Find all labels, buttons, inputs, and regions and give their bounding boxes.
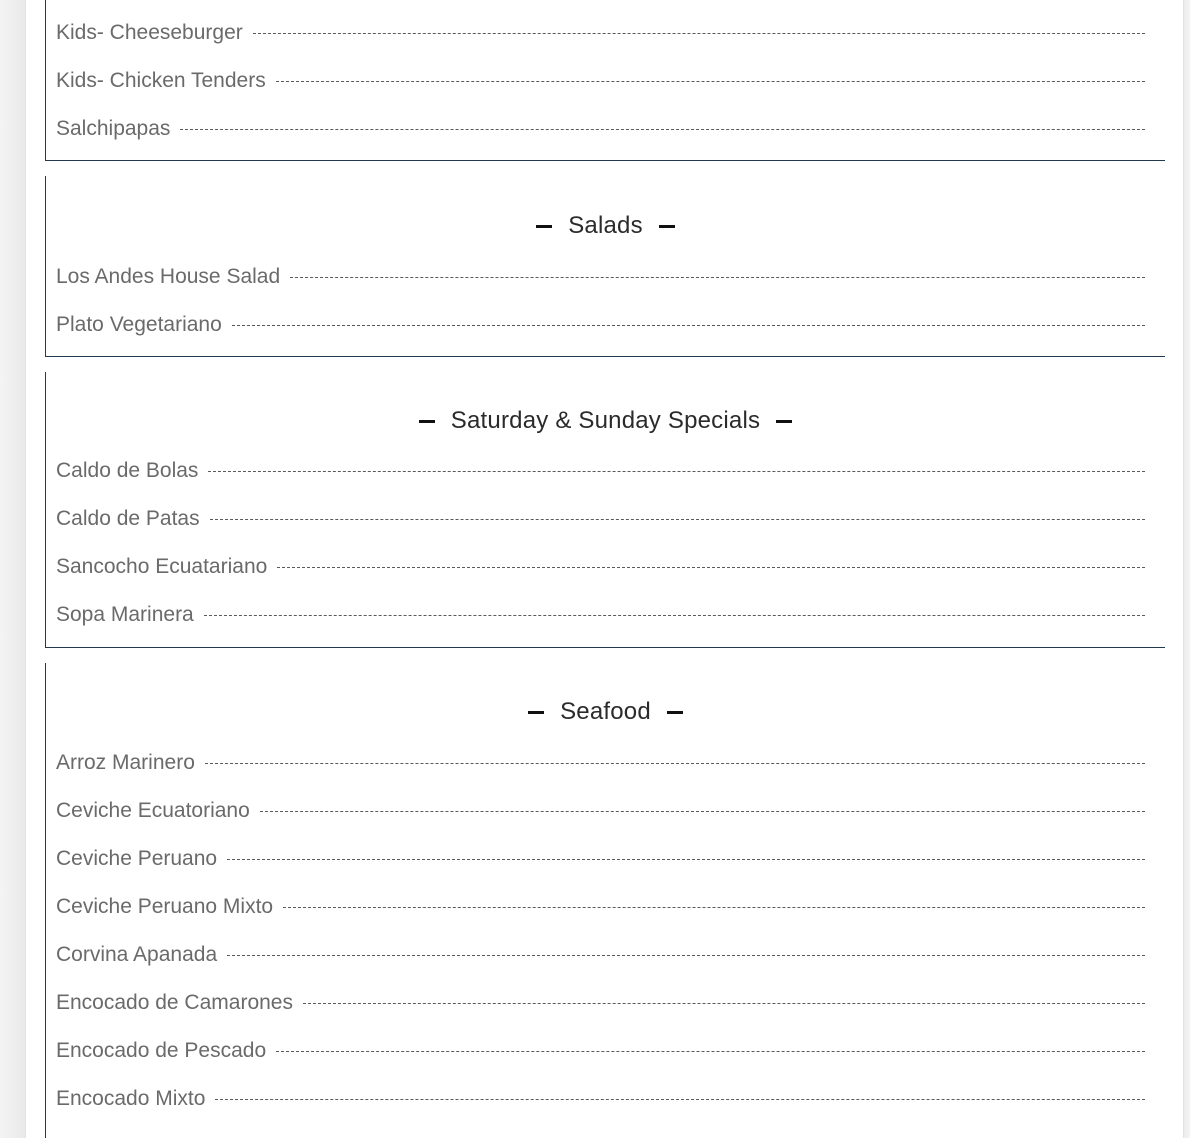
menu-item-name: Ceviche Peruano xyxy=(56,847,218,870)
dotted-leader xyxy=(227,955,1145,956)
section-title: Seafood xyxy=(560,698,651,725)
menu-item[interactable] xyxy=(56,114,1145,144)
dotted-leader xyxy=(303,1003,1145,1004)
menu-item-name: Kids- Cheeseburger xyxy=(56,21,243,44)
section-heading xyxy=(46,407,1165,435)
dotted-leader xyxy=(205,763,1145,764)
dotted-leader xyxy=(276,81,1145,82)
menu-item[interactable] xyxy=(56,310,1145,340)
menu-item[interactable] xyxy=(56,262,1145,292)
menu-item-name: Sancocho Ecuatariano xyxy=(56,555,268,578)
dotted-leader xyxy=(227,859,1145,860)
page-edge-left xyxy=(0,0,26,1138)
section-heading xyxy=(46,212,1165,240)
menu-item-name: Corvina Apanada xyxy=(56,943,218,966)
menu-item-name: Encocado de Camarones xyxy=(56,991,293,1014)
menu-item-name: Los Andes House Salad xyxy=(56,265,281,288)
menu-item[interactable] xyxy=(56,1036,1145,1066)
menu-item-name: Encocado de Pescado xyxy=(56,1039,267,1062)
menu-item[interactable] xyxy=(56,456,1145,486)
menu-section-weekend-specials xyxy=(45,372,1165,648)
dotted-leader xyxy=(215,1099,1145,1100)
menu-item-name: Sopa Marinera xyxy=(56,603,194,626)
dash-icon xyxy=(776,420,792,423)
dotted-leader xyxy=(283,907,1145,908)
dotted-leader xyxy=(253,33,1145,34)
dash-icon xyxy=(528,711,544,714)
section-title: Salads xyxy=(568,212,643,239)
menu-item-name: Encocado Mixto xyxy=(56,1087,206,1110)
menu-item-name: Kids- Chicken Tenders xyxy=(56,69,266,92)
dotted-leader xyxy=(232,325,1145,326)
dotted-leader xyxy=(180,129,1145,130)
menu-item[interactable] xyxy=(56,1084,1145,1114)
dotted-leader xyxy=(290,277,1145,278)
menu-item[interactable] xyxy=(56,66,1145,96)
dotted-leader xyxy=(260,811,1145,812)
menu-item[interactable] xyxy=(56,600,1145,630)
menu-item[interactable] xyxy=(56,18,1145,48)
menu-item-name: Caldo de Bolas xyxy=(56,459,199,482)
dash-icon xyxy=(667,711,683,714)
section-heading xyxy=(46,698,1165,726)
page-edge-right xyxy=(1183,0,1190,1138)
dash-icon xyxy=(419,420,435,423)
menu-item-name: Salchipapas xyxy=(56,117,171,140)
dash-icon xyxy=(536,225,552,228)
menu-section-seafood xyxy=(45,663,1165,1138)
dash-icon xyxy=(659,225,675,228)
menu-item-name: Caldo de Patas xyxy=(56,507,200,530)
dotted-leader xyxy=(277,567,1145,568)
menu-item[interactable] xyxy=(56,988,1145,1018)
menu-item-name: Arroz Marinero xyxy=(56,751,195,774)
menu-section-kids xyxy=(45,0,1165,161)
menu-item-name: Ceviche Ecuatoriano xyxy=(56,799,250,822)
menu-item-name: Ceviche Peruano Mixto xyxy=(56,895,274,918)
dotted-leader xyxy=(204,615,1145,616)
menu-item[interactable] xyxy=(56,552,1145,582)
dotted-leader xyxy=(276,1051,1145,1052)
section-title: Saturday & Sunday Specials xyxy=(450,407,761,434)
dotted-leader xyxy=(210,519,1145,520)
menu-item[interactable] xyxy=(56,940,1145,970)
menu-item-name: Plato Vegetariano xyxy=(56,313,222,336)
menu-section-salads xyxy=(45,176,1165,357)
menu-item[interactable] xyxy=(56,748,1145,778)
menu-item[interactable] xyxy=(56,844,1145,874)
dotted-leader xyxy=(208,471,1145,472)
menu-item[interactable] xyxy=(56,796,1145,826)
menu-item[interactable] xyxy=(56,504,1145,534)
menu-item[interactable] xyxy=(56,892,1145,922)
